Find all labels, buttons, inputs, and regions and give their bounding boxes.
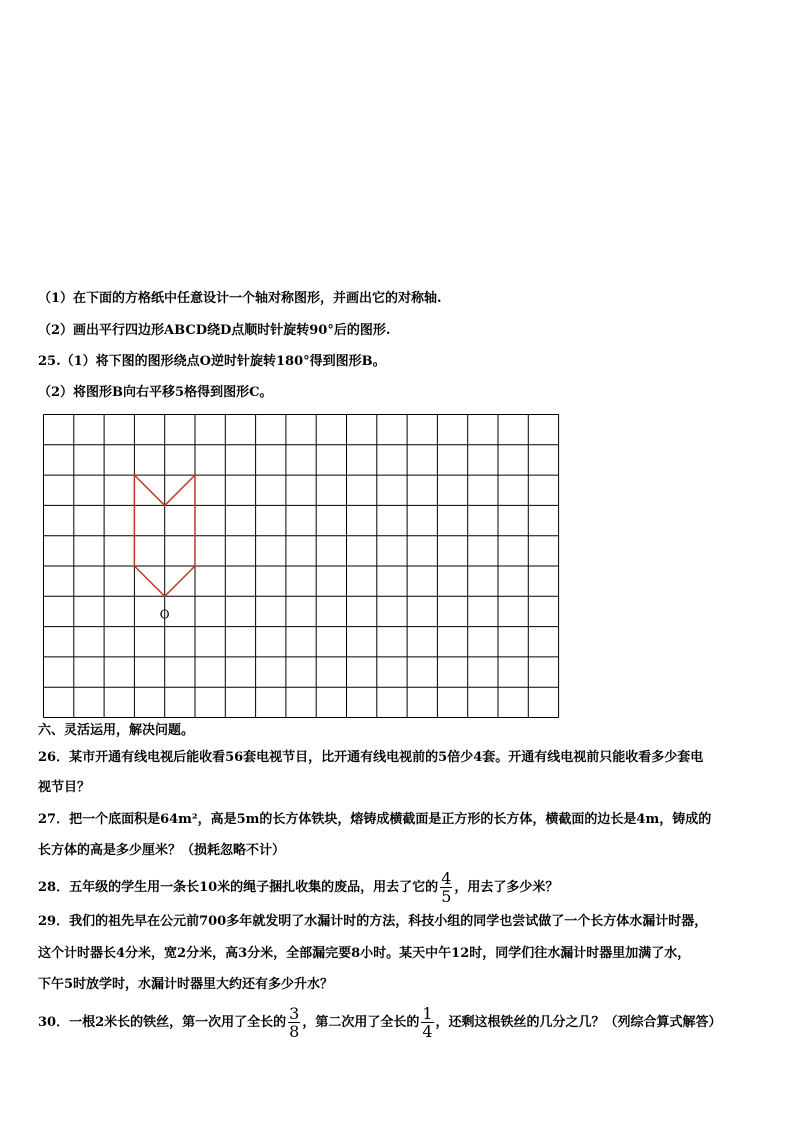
q25-item1: 25.（1）将下图的图形绕点O逆时针旋转180°得到图形B。 [38,354,386,369]
section6-heading: 六、灵活运用，解决问题。 [38,723,195,738]
q28-text-after: ，用去了多少米？ [454,880,559,895]
grid-lines [44,415,559,718]
q30-fraction-2 [421,1005,433,1040]
q30-fraction-1-numerator: 3 [289,1004,300,1023]
q30-text-part1: 30．一根2米长的铁丝，第一次用了全长的 [38,1015,287,1030]
q30-text-part2: ，第二次用了全长的 [302,1015,420,1030]
q27-line1: 27．把一个底面积是64m²，高是5m的长方体铁块，熔铸成横截面是正方形的长方体，横截面的边长是4m，铸成的 [38,812,712,827]
q28-fraction-denominator: 5 [441,887,452,906]
q26-line1: 26．某市开通有线电视后能收看56套电视节目，比开通有线电视前的5倍少4套。开通有线电视前只能收看多少套电 [38,750,704,765]
q28-fraction [440,870,452,905]
q28-line [38,870,558,905]
q24-item2: （2）画出平行四边形ABCD绕D点顺时针旋转90°后的图形. [38,323,391,338]
point-o-label: O [159,607,170,622]
q30-fraction-2-denominator: 4 [422,1022,433,1041]
q29-line2: 这个计时器长4分米，宽2分米，高3分米，全部漏完要8小时。某天中午12时，同学们往水漏计时器里加满了水， [38,946,691,961]
q30-fraction-1 [288,1005,300,1040]
q28-text-before: 28．五年级的学生用一条长10米的绳子捆扎收集的废品，用去了它的 [38,880,439,895]
q26-line2: 视节目？ [38,780,91,795]
q30-line [38,1005,722,1040]
q29-line3: 下午5时放学时，水漏计时器里大约还有多少升水？ [38,977,334,992]
q30-text-part3: ，还剩这根铁丝的几分之几？（列综合算式解答） [435,1015,722,1030]
q30-fraction-1-denominator: 8 [289,1022,300,1041]
q29-line1: 29．我们的祖先早在公元前700多年就发明了水漏计时的方法，科技小组的同学也尝试做了一个长方体水漏计时器， [38,914,708,929]
q28-fraction-numerator: 4 [441,869,452,888]
q25-item2: （2）将图形B向右平移5格得到图形C。 [38,385,273,400]
q24-item1: （1）在下面的方格纸中任意设计一个轴对称图形，并画出它的对称轴. [38,291,442,306]
q27-line2: 长方体的高是多少厘米？（损耗忽略不计） [38,843,286,858]
q30-fraction-2-numerator: 1 [422,1004,433,1023]
